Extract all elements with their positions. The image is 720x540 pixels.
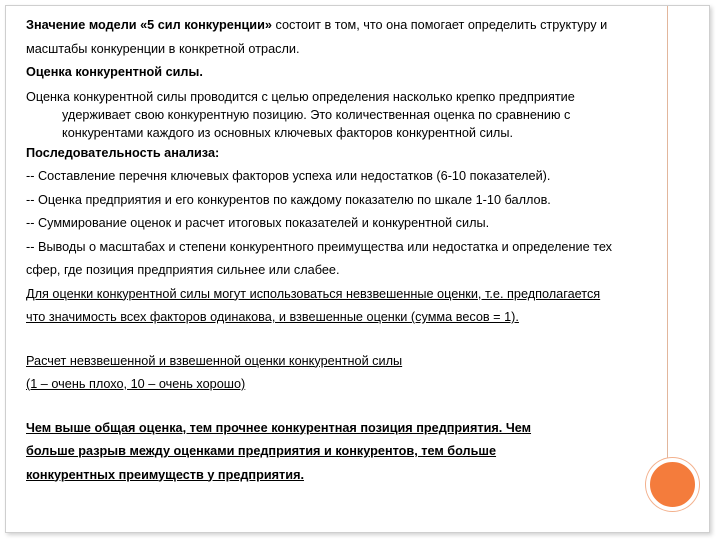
heading-competitive-strength: Оценка конкурентной силы. bbox=[26, 65, 203, 79]
para1-line-1: Оценка конкурентной силы проводится с целью определения насколько крепко предприятие bbox=[26, 89, 575, 104]
conclusion-line-3: конкурентных преимуществ у предприятия. bbox=[26, 467, 304, 482]
spacer bbox=[26, 330, 686, 350]
intro-rest: состоит в том, что она помогает определить структуру и bbox=[271, 18, 608, 32]
note-line-1: Для оценки конкурентной силы могут использоваться невзвешенные оценки, т.е. предполагается bbox=[26, 286, 601, 301]
step-2: -- Оценка предприятия и его конкурентов по каждому показателю по шкале 1-10 баллов. bbox=[26, 192, 551, 207]
intro-line-2: масштабы конкуренции в конкретной отрасли. bbox=[26, 41, 300, 56]
note-line-2: что значимость всех факторов одинакова, и взвешенные оценки (сумма весов = 1). bbox=[26, 310, 519, 324]
step-1: -- Составление перечня ключевых факторов успеха или недостатков (6-10 показателей). bbox=[26, 169, 551, 183]
intro-bold: Значение модели «5 сил конкуренции» bbox=[26, 18, 272, 32]
para1-line-3: конкурентами каждого из основных ключевых факторов конкурентной силы. bbox=[62, 125, 513, 140]
spacer bbox=[26, 397, 686, 417]
conclusion-line-2: больше разрыв между оценками предприятия и конкурентов, тем больше bbox=[26, 444, 497, 458]
conclusion-line-1: Чем выше общая оценка, тем прочнее конкурентная позиция предприятия. Чем bbox=[26, 420, 532, 435]
slide-content bbox=[26, 14, 686, 487]
calc-line-1: Расчет невзвешенной и взвешенной оценки конкурентной силы bbox=[26, 353, 403, 368]
step-4-continued: сфер, где позиция предприятия сильнее или слабее. bbox=[26, 263, 340, 277]
calc-line-2: (1 – очень плохо, 10 – очень хорошо) bbox=[26, 377, 246, 391]
step-3: -- Суммирование оценок и расчет итоговых показателей и конкурентной силы. bbox=[26, 216, 490, 230]
intro-line-1 bbox=[26, 14, 686, 38]
para1-line-2: удерживает свою конкурентную позицию. Это количественная оценка по сравнению с bbox=[62, 107, 571, 122]
step-4: -- Выводы о масштабах и степени конкурентного преимущества или недостатка и определение тех bbox=[26, 239, 612, 254]
heading-analysis-sequence: Последовательность анализа: bbox=[26, 145, 220, 160]
